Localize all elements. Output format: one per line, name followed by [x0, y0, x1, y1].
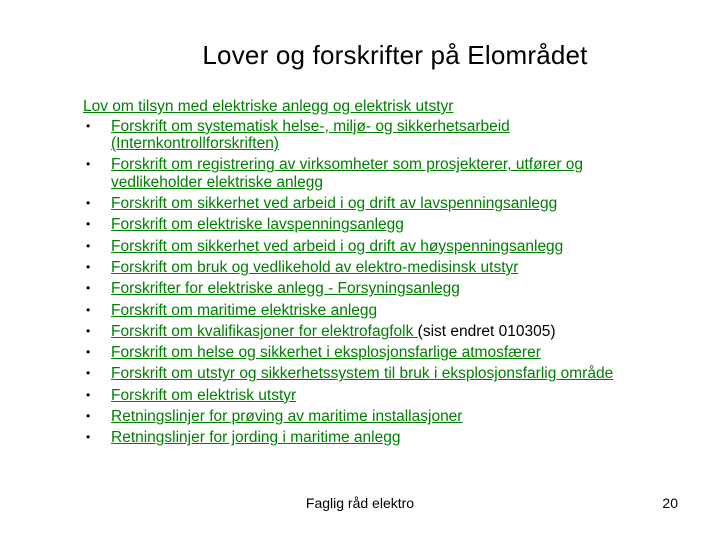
list-item: [83, 195, 643, 213]
bullet-icon: •: [86, 366, 91, 381]
bullet-icon: •: [86, 323, 91, 338]
bullet-icon: •: [86, 259, 91, 274]
regulation-link[interactable]: Forskrift om systematisk helse-, miljø- og sikkerhetsarbeid (Internkontrollforskriften): [111, 117, 510, 152]
list-item: [83, 280, 643, 298]
page-number: 20: [662, 495, 678, 511]
bullet-icon: •: [86, 409, 91, 424]
heading-link[interactable]: Lov om tilsyn med elektriske anlegg og elektrisk utstyr: [83, 98, 454, 115]
regulation-link[interactable]: Forskrift om helse og sikkerhet i eksplosjonsfarlige atmosfærer: [111, 344, 541, 362]
bullet-icon: •: [86, 217, 91, 232]
list-item: [83, 259, 643, 277]
list-item: [83, 323, 643, 341]
bullet-icon: •: [86, 196, 91, 211]
bullet-icon: •: [86, 238, 91, 253]
list-item: [83, 216, 643, 234]
list-item: [83, 156, 643, 191]
regulation-link[interactable]: Forskrift om sikkerhet ved arbeid i og drift av høyspenningsanlegg: [111, 237, 564, 255]
bullet-icon: •: [86, 387, 91, 402]
footer-text: Faglig råd elektro: [305, 495, 415, 511]
content-area: [83, 98, 643, 451]
list-item: [83, 429, 643, 447]
regulation-link[interactable]: Forskrift om registrering av virksomheter som prosjekterer, utfører og vedlikeholder elektriske anlegg: [111, 156, 584, 191]
bullet-list: [83, 118, 643, 447]
bullet-icon: •: [86, 118, 91, 133]
regulation-link[interactable]: Forskrift om elektriske lavspenningsanlegg: [111, 216, 404, 234]
regulation-link[interactable]: Retningslinjer for prøving av maritime installasjoner: [111, 408, 463, 426]
list-item: [83, 365, 643, 383]
regulation-link[interactable]: Forskrift om sikkerhet ved arbeid i og drift av lavspenningsanlegg: [111, 195, 558, 213]
list-item: [83, 238, 643, 256]
regulation-link[interactable]: Retningslinjer for jording i maritime anlegg: [111, 429, 401, 447]
revision-note: (sist endret 010305): [417, 322, 556, 340]
regulation-link[interactable]: Forskrift om elektrisk utstyr: [111, 386, 297, 404]
list-item: [83, 408, 643, 426]
regulation-link[interactable]: Forskrift om utstyr og sikkerhetssystem til bruk i eksplosjonsfarlig område: [111, 365, 614, 383]
bullet-icon: •: [86, 157, 91, 172]
list-item: [83, 118, 643, 153]
regulation-link[interactable]: Forskrift om bruk og vedlikehold av elektro-medisinsk utstyr: [111, 258, 519, 276]
list-item: [83, 302, 643, 320]
list-item: [83, 387, 643, 405]
bullet-icon: •: [86, 430, 91, 445]
list-item: [83, 344, 643, 362]
regulation-link[interactable]: Forskrifter for elektriske anlegg - Forsyningsanlegg: [111, 280, 460, 298]
bullet-icon: •: [86, 345, 91, 360]
bullet-icon: •: [86, 281, 91, 296]
regulation-link[interactable]: Forskrift om maritime elektriske anlegg: [111, 301, 378, 319]
slide-title: Lover og forskrifter på Elområdet: [202, 40, 588, 70]
regulation-link[interactable]: Forskrift om kvalifikasjoner for elektrofagfolk: [111, 322, 418, 340]
bullet-icon: •: [86, 302, 91, 317]
